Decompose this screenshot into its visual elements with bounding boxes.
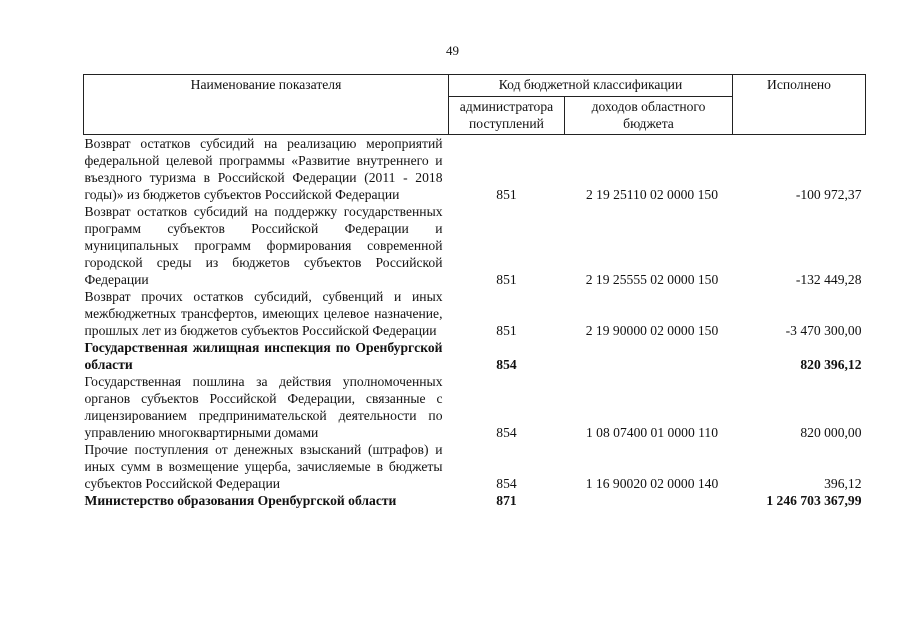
table-row (84, 441, 866, 492)
table-row-section (84, 339, 866, 373)
row-admin-code: 854 (496, 425, 517, 440)
row-income-code (565, 339, 733, 373)
row-admin-code: 854 (496, 476, 517, 491)
row-admin-code: 851 (496, 272, 517, 287)
header-regional-income: доходов областного бюджета (565, 97, 733, 135)
header-administrator: администратора поступлений (449, 97, 565, 135)
row-income-code: 1 08 07400 01 0000 110 (585, 425, 719, 440)
table-body (84, 135, 866, 510)
budget-table (83, 74, 866, 509)
header-indicator-name: Наименование показателя (84, 75, 449, 135)
row-name: Прочие поступления от денежных взысканий (штрафов) и иных сумм в возмещение ущерба, зачисляемые в бюджеты субъектов Российской Федерации (84, 442, 443, 491)
row-admin-code: 871 (496, 493, 517, 508)
row-executed-amount: 1 246 703 367,99 (766, 493, 862, 508)
row-name: Возврат прочих остатков субсидий, субвенций и иных межбюджетных трансфертов, имеющих целевое назначение, прошлых лет из бюджетов субъектов Российской Федерации (84, 289, 443, 338)
row-income-code: 2 19 90000 02 0000 150 (585, 323, 719, 338)
row-executed-amount: -3 470 300,00 (785, 323, 862, 338)
table-row (84, 288, 866, 339)
row-admin-code: 851 (496, 323, 517, 338)
row-income-code (565, 492, 733, 509)
table-row (84, 373, 866, 441)
row-executed-amount: 820 396,12 (800, 357, 862, 372)
row-executed-amount: -100 972,37 (795, 187, 862, 202)
row-admin-code: 851 (496, 187, 517, 202)
row-name: Государственная пошлина за действия уполномоченных органов субъектов Российской Федерации, связанные с лицензированием предпринимательской деятельности по управлению многоквартирными домами (84, 374, 443, 440)
header-executed: Исполнено (733, 75, 866, 135)
header-classification-code: Код бюджетной классификации (449, 75, 733, 97)
row-income-code: 2 19 25555 02 0000 150 (585, 272, 719, 287)
row-admin-code: 854 (496, 357, 517, 372)
row-income-code: 2 19 25110 02 0000 150 (585, 187, 719, 202)
row-executed-amount: 396,12 (824, 476, 862, 491)
row-name: Государственная жилищная инспекция по Оренбургской области (84, 340, 443, 372)
table-row (84, 135, 866, 204)
row-executed-amount: -132 449,28 (795, 272, 862, 287)
table-header (84, 75, 866, 135)
row-income-code: 1 16 90020 02 0000 140 (585, 476, 719, 491)
table-row-section (84, 492, 866, 509)
table-row (84, 203, 866, 288)
row-name: Министерство образования Оренбургской области (84, 493, 397, 508)
row-executed-amount: 820 000,00 (800, 425, 862, 440)
row-name: Возврат остатков субсидий на поддержку государственных программ субъектов Российской Федерации и муниципальных программ формирования современной городской среды из бюджетов субъектов Российской Федерации (84, 204, 443, 287)
row-name: Возврат остатков субсидий на реализацию мероприятий федеральной целевой программы «Развитие внутреннего и въездного туризма в Российской Федерации (2011 - 2018 годы)» из бюджетов субъектов Российской Федерации (84, 136, 443, 202)
page-number: 49 (446, 43, 459, 58)
